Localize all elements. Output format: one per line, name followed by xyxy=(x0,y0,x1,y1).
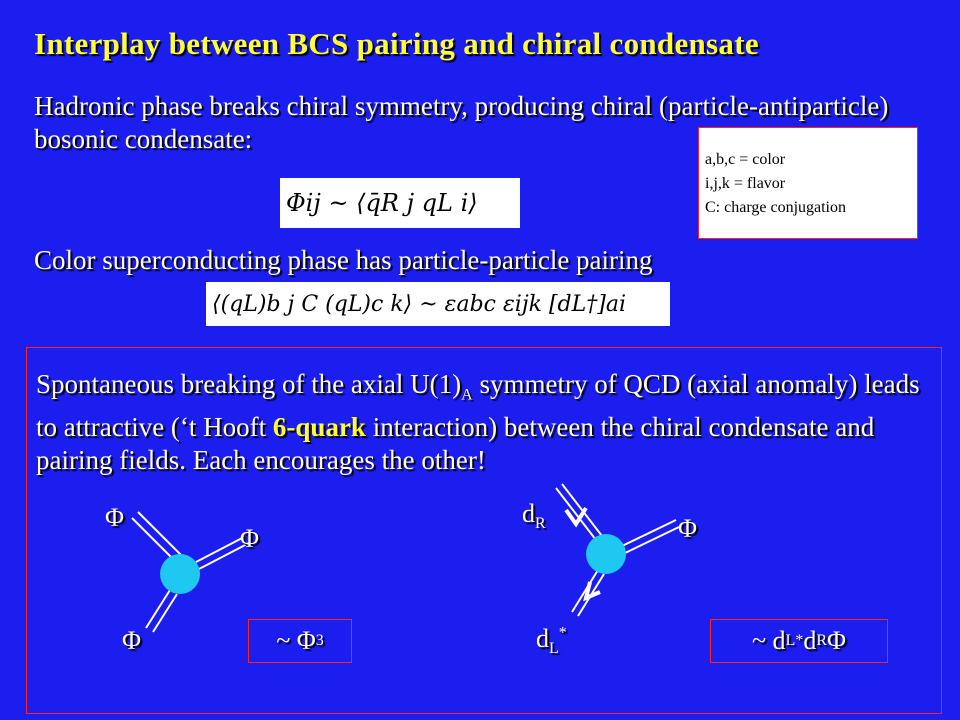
right-label-dR-sub: R xyxy=(535,515,546,533)
intro-paragraph: Hadronic phase breaks chiral symmetry, producing chiral (particle-antiparticle) bosonic condensate: xyxy=(34,91,889,154)
slide-title: Interplay between BCS pairing and chiral condensate xyxy=(34,26,759,61)
result-phi: Φ xyxy=(827,626,847,655)
right-label-dR-base: d xyxy=(522,499,535,528)
right-vertex-dot xyxy=(586,534,626,574)
chiral-condensate-formula: Φij ~ ⟨q̄R j qL i⟩ xyxy=(280,178,520,228)
color-superconducting-paragraph: Color superconducting phase has particle-particle pairing xyxy=(34,245,653,275)
legend-line-charge-conjugation: C: charge conjugation xyxy=(705,199,846,216)
result-dR-base: d xyxy=(803,626,817,655)
right-label-dL-star-sup: * xyxy=(558,624,567,642)
left-label-right: Φ xyxy=(240,524,260,553)
left-label-bottom: Φ xyxy=(122,626,142,655)
right-label-dR xyxy=(522,499,546,533)
result-phi-prefix: ~ Φ xyxy=(276,626,316,655)
left-leg-top-a xyxy=(132,518,176,562)
right-label-dL-base: d xyxy=(536,624,549,653)
result-dL-sub: L xyxy=(785,632,796,649)
right-label-dL-sub: L xyxy=(549,640,559,658)
six-quark-highlight: 6-quark xyxy=(272,412,366,443)
result-phi-cubed xyxy=(248,619,352,663)
left-leg-top-b xyxy=(138,512,182,556)
result-dL-base: ~ d xyxy=(751,626,786,655)
anomaly-text-part3: interaction) between the chiral condensate and pairing fields. Each encourages the other! xyxy=(36,412,875,476)
legend-line-flavor: i,j,k = flavor xyxy=(705,175,786,192)
result-phi-exponent: 3 xyxy=(315,632,324,649)
right-label-dL-star xyxy=(536,624,567,658)
pairing-formula: ⟨(qL)b j C (qL)c k⟩ ~ εabc εijk [dL†]ai xyxy=(206,282,670,326)
anomaly-text-part2: symmetry of QCD (axial anomaly) leads to attractive (‘t Hooft xyxy=(36,369,920,443)
anomaly-text-part1: Spontaneous breaking of the axial U(1) xyxy=(36,369,462,399)
right-leg-top-a xyxy=(556,488,596,540)
axial-subscript: A xyxy=(461,386,473,404)
legend-line-color: a,b,c = color xyxy=(705,151,786,168)
result-dR-sub: R xyxy=(816,632,827,649)
left-label-top: Φ xyxy=(105,503,125,532)
left-vertex-dot xyxy=(160,554,200,594)
right-label-phi: Φ xyxy=(678,514,698,543)
result-dL-dR-phi xyxy=(710,619,888,663)
result-dL-star: * xyxy=(795,632,804,649)
